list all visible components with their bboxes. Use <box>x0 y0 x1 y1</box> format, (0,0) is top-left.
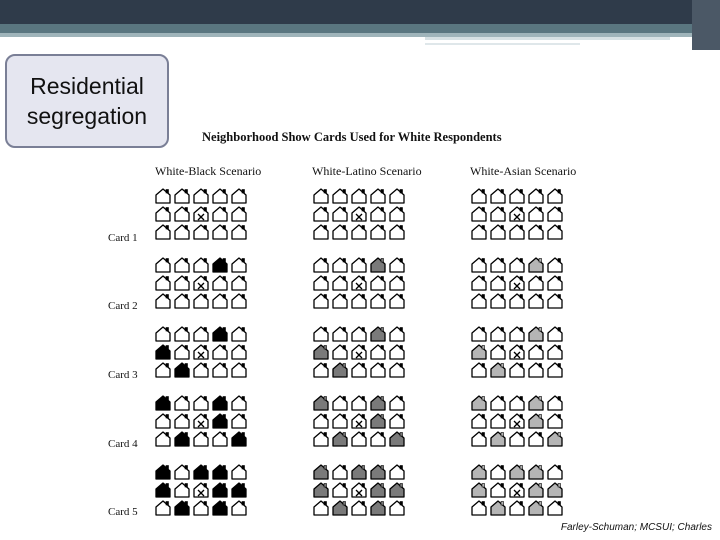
house-icon <box>232 414 246 428</box>
house-icon <box>213 501 227 515</box>
house-icon <box>529 414 543 428</box>
house-icon <box>213 432 227 446</box>
house-icon <box>213 207 227 221</box>
house-icon <box>352 396 366 410</box>
house-icon <box>529 483 543 497</box>
house-icon <box>390 225 404 239</box>
house-icon <box>314 258 328 272</box>
house-icon <box>491 414 505 428</box>
house-icon <box>371 225 385 239</box>
house-icon <box>352 501 366 515</box>
house-icon <box>390 414 404 428</box>
house-icon <box>232 207 246 221</box>
house-icon <box>333 207 347 221</box>
house-icon <box>548 225 562 239</box>
house-icon <box>472 396 486 410</box>
house-icon <box>371 501 385 515</box>
house-icon <box>232 465 246 479</box>
house-icon <box>548 432 562 446</box>
house-icon <box>548 501 562 515</box>
house-icon <box>390 294 404 308</box>
house-icon <box>213 396 227 410</box>
house-icon <box>333 432 347 446</box>
house-icon <box>175 345 189 359</box>
house-icon <box>491 327 505 341</box>
card-label-5: Card 5 <box>108 506 138 518</box>
house-icon <box>314 414 328 428</box>
house-icon <box>333 258 347 272</box>
house-icon <box>314 327 328 341</box>
house-icon <box>232 276 246 290</box>
house-icon <box>194 189 208 203</box>
house-icon <box>333 363 347 377</box>
house-icon <box>529 327 543 341</box>
house-icon <box>472 225 486 239</box>
house-icon <box>510 465 524 479</box>
house-icon <box>333 327 347 341</box>
house-icon <box>333 414 347 428</box>
house-icon <box>352 294 366 308</box>
house-icon <box>333 396 347 410</box>
house-icon <box>232 396 246 410</box>
house-icon <box>213 414 227 428</box>
house-icon <box>371 189 385 203</box>
house-icon <box>510 432 524 446</box>
house-icon <box>333 189 347 203</box>
figure-title: Neighborhood Show Cards Used for White Respondents <box>202 130 502 144</box>
scenario-label-white-black: White-Black Scenario <box>155 164 262 178</box>
house-icon <box>213 363 227 377</box>
house-icon <box>175 225 189 239</box>
respondent-house-x-icon <box>510 207 524 221</box>
house-icon <box>314 432 328 446</box>
house-icon <box>333 294 347 308</box>
house-icon <box>175 501 189 515</box>
house-icon <box>472 327 486 341</box>
house-icon <box>156 327 170 341</box>
house-icon <box>156 363 170 377</box>
house-icon <box>156 207 170 221</box>
house-icon <box>232 483 246 497</box>
house-icon <box>472 432 486 446</box>
house-icon <box>175 327 189 341</box>
house-icon <box>548 345 562 359</box>
house-icon <box>548 363 562 377</box>
respondent-house-x-icon <box>352 414 366 428</box>
house-icon <box>175 414 189 428</box>
house-icon <box>548 483 562 497</box>
house-icon <box>529 345 543 359</box>
house-icon <box>529 207 543 221</box>
house-icon <box>390 258 404 272</box>
house-icon <box>548 327 562 341</box>
house-icon <box>491 345 505 359</box>
respondent-house-x-icon <box>194 483 208 497</box>
house-icon <box>371 207 385 221</box>
house-icon <box>371 465 385 479</box>
house-icon <box>472 363 486 377</box>
house-icon <box>213 189 227 203</box>
house-icon <box>510 225 524 239</box>
house-icon <box>491 363 505 377</box>
house-icon <box>491 465 505 479</box>
house-icon <box>232 225 246 239</box>
house-icon <box>156 294 170 308</box>
house-icon <box>390 207 404 221</box>
house-icon <box>529 432 543 446</box>
house-icon <box>491 189 505 203</box>
house-icon <box>175 363 189 377</box>
house-icon <box>156 465 170 479</box>
house-icon <box>472 414 486 428</box>
house-icon <box>529 363 543 377</box>
house-icon <box>213 276 227 290</box>
house-icon <box>548 207 562 221</box>
respondent-house-x-icon <box>352 483 366 497</box>
house-icon <box>371 396 385 410</box>
house-icon <box>548 414 562 428</box>
house-icon <box>472 189 486 203</box>
house-icon <box>314 501 328 515</box>
house-icon <box>213 483 227 497</box>
house-icon <box>548 189 562 203</box>
house-icon <box>194 363 208 377</box>
house-icon <box>194 465 208 479</box>
house-icon <box>352 189 366 203</box>
house-icon <box>194 225 208 239</box>
respondent-house-x-icon <box>352 207 366 221</box>
house-icon <box>390 363 404 377</box>
house-icon <box>156 276 170 290</box>
house-icon <box>371 294 385 308</box>
respondent-house-x-icon <box>194 345 208 359</box>
house-icon <box>529 225 543 239</box>
house-icon <box>213 294 227 308</box>
house-icon <box>175 258 189 272</box>
house-icon <box>175 207 189 221</box>
respondent-house-x-icon <box>510 414 524 428</box>
house-icon <box>314 465 328 479</box>
house-icon <box>371 432 385 446</box>
house-icon <box>232 363 246 377</box>
source-credit: Farley-Schuman; MCSUI; Charles <box>560 522 712 533</box>
house-icon <box>156 432 170 446</box>
house-icon <box>491 432 505 446</box>
respondent-house-x-icon <box>510 345 524 359</box>
scenario-label-white-asian: White-Asian Scenario <box>470 164 577 178</box>
house-icon <box>472 276 486 290</box>
house-icon <box>352 225 366 239</box>
house-icon <box>529 465 543 479</box>
house-icon <box>510 258 524 272</box>
house-icon <box>175 276 189 290</box>
house-icon <box>213 345 227 359</box>
house-icon <box>156 189 170 203</box>
card-label-1: Card 1 <box>108 232 138 244</box>
respondent-house-x-icon <box>510 276 524 290</box>
house-icon <box>491 501 505 515</box>
house-icon <box>371 363 385 377</box>
house-icon <box>529 258 543 272</box>
house-icon <box>175 465 189 479</box>
house-icon <box>548 294 562 308</box>
house-icon <box>472 501 486 515</box>
house-icon <box>333 276 347 290</box>
house-icon <box>390 432 404 446</box>
house-icon <box>333 225 347 239</box>
scenario-label-white-latino: White-Latino Scenario <box>312 164 422 178</box>
house-icon <box>529 396 543 410</box>
house-icon <box>472 465 486 479</box>
house-icon <box>510 189 524 203</box>
house-icon <box>472 345 486 359</box>
house-icon <box>491 396 505 410</box>
house-icon <box>213 258 227 272</box>
house-icon <box>194 294 208 308</box>
house-icon <box>156 501 170 515</box>
house-icon <box>352 432 366 446</box>
house-icon <box>371 483 385 497</box>
house-icon <box>352 258 366 272</box>
house-icon <box>232 345 246 359</box>
house-icon <box>390 276 404 290</box>
house-icon <box>390 345 404 359</box>
house-icon <box>213 225 227 239</box>
house-icon <box>156 258 170 272</box>
house-icon <box>352 327 366 341</box>
house-icon <box>175 396 189 410</box>
house-icon <box>548 258 562 272</box>
respondent-house-x-icon <box>194 276 208 290</box>
house-icon <box>194 327 208 341</box>
house-icon <box>529 501 543 515</box>
house-icon <box>529 189 543 203</box>
respondent-house-x-icon <box>352 345 366 359</box>
house-icon <box>390 465 404 479</box>
house-icon <box>194 501 208 515</box>
house-icon <box>491 483 505 497</box>
house-icon <box>213 465 227 479</box>
house-icon <box>333 501 347 515</box>
house-icon <box>472 483 486 497</box>
house-icon <box>510 327 524 341</box>
house-icon <box>156 414 170 428</box>
house-icon <box>232 258 246 272</box>
house-icon <box>194 432 208 446</box>
house-icon <box>352 465 366 479</box>
house-icon <box>314 345 328 359</box>
house-icon <box>491 276 505 290</box>
house-icon <box>333 465 347 479</box>
house-icon <box>194 396 208 410</box>
house-icon <box>472 258 486 272</box>
house-icon <box>510 501 524 515</box>
house-icon <box>510 294 524 308</box>
house-icon <box>213 327 227 341</box>
house-icon <box>232 327 246 341</box>
house-icon <box>390 327 404 341</box>
card-label-3: Card 3 <box>108 369 138 381</box>
house-icon <box>491 294 505 308</box>
card-label-4: Card 4 <box>108 438 138 450</box>
house-icon <box>390 483 404 497</box>
house-icon <box>548 276 562 290</box>
house-icon <box>352 363 366 377</box>
house-icon <box>491 207 505 221</box>
house-icon <box>156 225 170 239</box>
house-icon <box>390 501 404 515</box>
house-icon <box>529 294 543 308</box>
house-icon <box>314 363 328 377</box>
house-icon <box>314 396 328 410</box>
house-icon <box>371 258 385 272</box>
slide-title: Residential segregation <box>26 73 148 129</box>
house-icon <box>371 276 385 290</box>
house-icon <box>232 294 246 308</box>
house-icon <box>194 258 208 272</box>
respondent-house-x-icon <box>194 414 208 428</box>
house-icon <box>175 432 189 446</box>
house-icon <box>232 501 246 515</box>
house-icon <box>371 327 385 341</box>
house-icon <box>510 396 524 410</box>
house-icon <box>510 363 524 377</box>
respondent-house-x-icon <box>352 276 366 290</box>
house-icon <box>333 483 347 497</box>
house-icon <box>314 189 328 203</box>
house-icon <box>314 225 328 239</box>
house-icon <box>472 207 486 221</box>
house-icon <box>491 258 505 272</box>
house-icon <box>156 396 170 410</box>
house-icon <box>175 189 189 203</box>
card-label-2: Card 2 <box>108 300 138 312</box>
house-icon <box>232 432 246 446</box>
house-icon <box>548 396 562 410</box>
house-icon <box>333 345 347 359</box>
house-icon <box>314 207 328 221</box>
respondent-house-x-icon <box>510 483 524 497</box>
respondent-house-x-icon <box>194 207 208 221</box>
house-icon <box>175 483 189 497</box>
house-icon <box>232 189 246 203</box>
house-icon <box>314 483 328 497</box>
house-icon <box>314 276 328 290</box>
house-icon <box>390 396 404 410</box>
house-icon <box>472 294 486 308</box>
house-icon <box>390 189 404 203</box>
house-icon <box>548 465 562 479</box>
house-icon <box>175 294 189 308</box>
house-icon <box>371 414 385 428</box>
house-icon <box>156 345 170 359</box>
house-icon <box>529 276 543 290</box>
house-icon <box>371 345 385 359</box>
house-icon <box>491 225 505 239</box>
house-icon <box>156 483 170 497</box>
house-icon <box>314 294 328 308</box>
